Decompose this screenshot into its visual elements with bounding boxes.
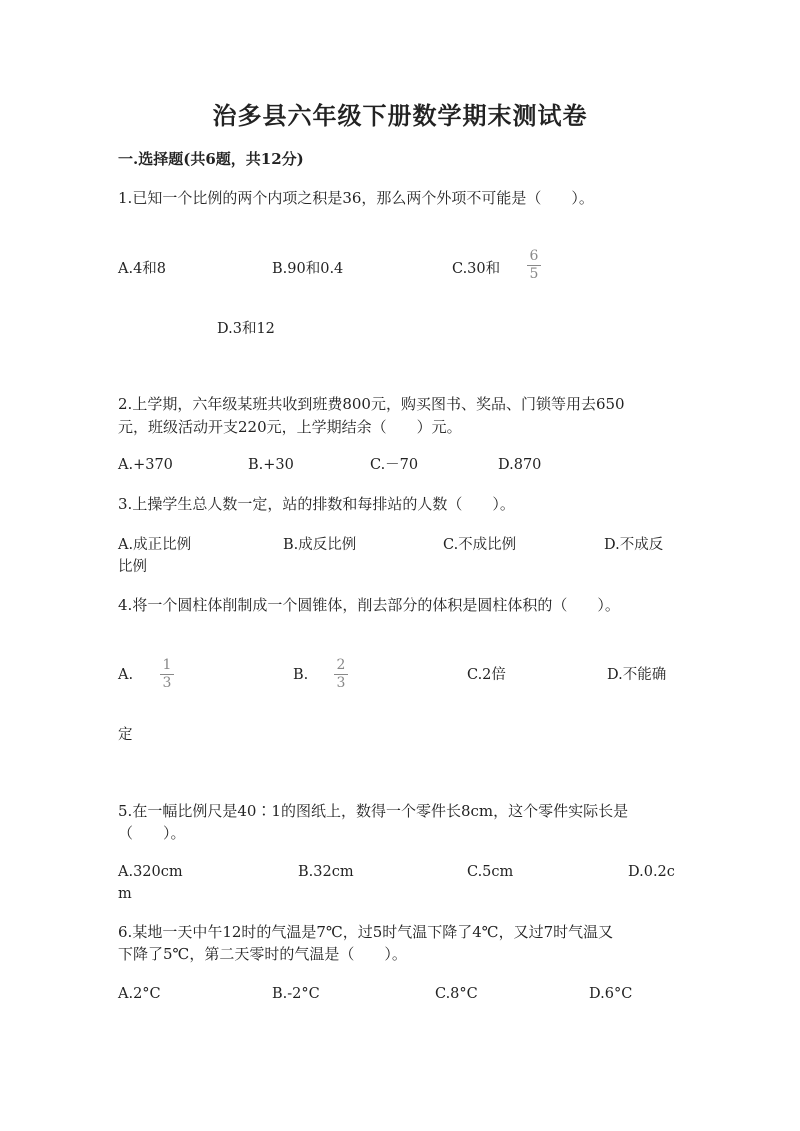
q3-option-c: C.不成比例: [443, 537, 517, 553]
question-number: 2.: [118, 395, 133, 413]
q4-option-a-fraction: [160, 658, 174, 691]
question-5-stem-line2: （ ）。: [118, 824, 186, 842]
q6-option-b: B.-2°C: [272, 986, 320, 1002]
question-6-stem: [118, 921, 613, 944]
question-number: 6.: [118, 923, 133, 941]
q1-option-d: D.3和12: [217, 321, 275, 337]
q3-option-d: D.不成反: [604, 537, 664, 553]
q1-option-c-fraction: [527, 249, 541, 282]
q5-option-a: A.320cm: [118, 864, 183, 880]
q3-option-b: B.成反比例: [283, 537, 357, 553]
q4-option-c: C.2倍: [467, 667, 506, 683]
q1-option-b: B.90和0.4: [272, 261, 344, 277]
q2-option-c: C.－70: [370, 457, 419, 473]
question-3-stem: [118, 493, 515, 516]
q4-option-b: B.: [293, 667, 309, 683]
question-text: 已知一个比例的两个内项之积是36，那么两个外项不可能是（ ）。: [132, 189, 594, 207]
section-heading: 一.选择题(共6题，共12分): [118, 150, 304, 168]
fraction-denominator: 3: [162, 675, 172, 691]
question-2-stem-line2: 元，班级活动开支220元，上学期结余（ ）元。: [118, 418, 462, 436]
question-number: 5.: [118, 802, 133, 820]
question-text: 上操学生总人数一定，站的排数和每排站的人数（ ）。: [132, 495, 515, 513]
fraction-denominator: 3: [336, 675, 346, 691]
question-1-stem: [118, 187, 594, 210]
fraction-numerator: 6: [529, 248, 539, 264]
q6-option-c: C.8°C: [435, 986, 478, 1002]
q5-option-c: C.5cm: [467, 864, 514, 880]
q4-option-a: A.: [118, 667, 134, 683]
q1-option-a: A.4和8: [118, 261, 167, 277]
q3-option-a: A.成正比例: [118, 537, 192, 553]
q6-option-a: A.2°C: [118, 986, 161, 1002]
question-text-line1: 某地一天中午12时的气温是7℃，过5时气温下降了4℃，又过7时气温又: [132, 923, 614, 941]
question-number: 1.: [118, 189, 133, 207]
q5-option-b: B.32cm: [298, 864, 354, 880]
question-6-stem-line2: 下降了5℃，第二天零时的气温是（ ）。: [118, 945, 407, 963]
question-text-line1: 在一幅比例尺是40∶1的图纸上，数得一个零件长8cm，这个零件实际长是: [132, 802, 629, 820]
page-title: 治多县六年级下册数学期末测试卷: [212, 101, 588, 130]
q4-option-d-wrap: 定: [118, 727, 133, 743]
fraction-numerator: 2: [336, 657, 346, 673]
fraction-denominator: 5: [529, 266, 539, 282]
q6-option-d: D.6°C: [589, 986, 633, 1002]
q4-option-d: D.不能确: [607, 667, 667, 683]
q3-option-d-wrap: 比例: [118, 559, 147, 575]
q5-option-d: D.0.2c: [628, 864, 675, 880]
q2-option-b: B.+30: [248, 457, 294, 473]
q2-option-a: A.+370: [118, 457, 173, 473]
question-4-stem: [118, 594, 620, 617]
question-number: 4.: [118, 596, 133, 614]
fraction-numerator: 1: [162, 657, 172, 673]
q4-option-b-fraction: [334, 658, 348, 691]
q1-option-c: C.30和: [452, 261, 501, 277]
q2-option-d: D.870: [498, 457, 542, 473]
question-text: 将一个圆柱体削制成一个圆锥体，削去部分的体积是圆柱体积的（ ）。: [132, 596, 620, 614]
question-text-line1: 上学期，六年级某班共收到班费800元，购买图书、奖品、门锁等用去650: [132, 395, 625, 413]
q5-option-d-wrap: m: [118, 886, 132, 902]
question-2-stem: [118, 393, 625, 416]
question-5-stem: [118, 800, 628, 823]
question-number: 3.: [118, 495, 133, 513]
